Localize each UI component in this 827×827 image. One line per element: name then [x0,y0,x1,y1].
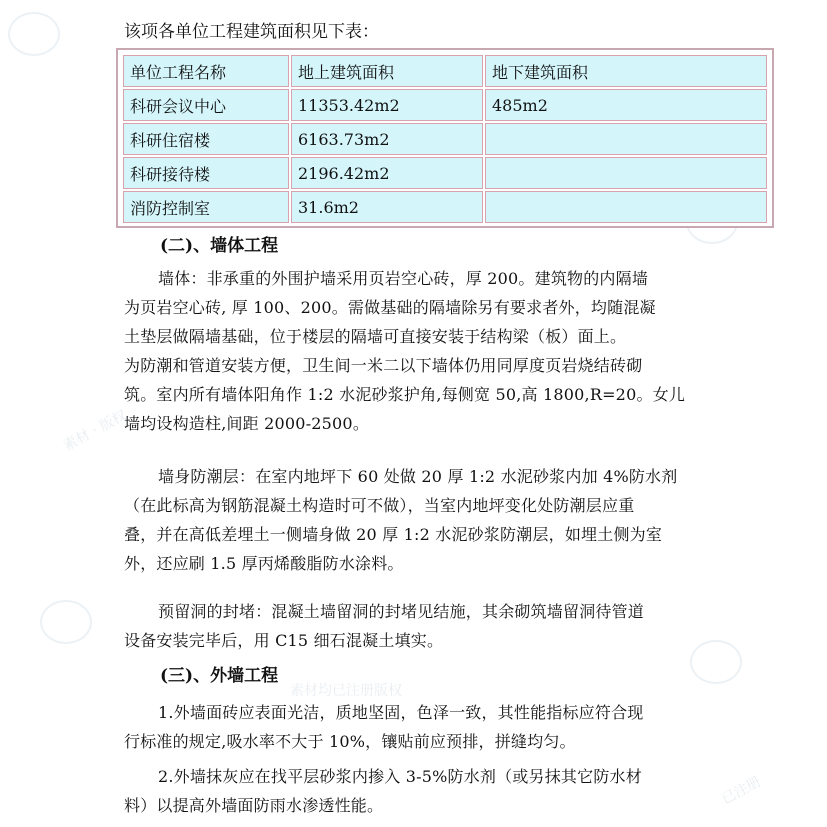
section-heading-exterior-wall: (三)、外墙工程 [160,666,279,686]
table-cell: 消防控制室 [123,191,289,223]
wall-paragraph-2 [124,462,784,578]
wall-paragraph-3 [124,597,784,655]
paragraph-line: 墙体：非承重的外围护墙采用页岩空心砖，厚 200。建筑物的内隔墙 [158,269,649,288]
paragraph-line: 筑。室内所有墙体阳角作 1:2 水泥砂浆护角,每侧宽 50,高 1800,R=20。女儿 [124,385,686,404]
table-row [123,123,767,155]
table-cell [485,157,767,189]
table-row [123,89,767,121]
table-cell: 科研会议中心 [123,89,289,121]
watermark-text: 素材均已注册版权 [290,683,402,699]
wall-paragraph-1 [124,264,784,438]
table-cell: 11353.42m2 [291,89,483,121]
paragraph-line: 墙均设构造柱,间距 2000-2500。 [124,414,370,433]
table-row [123,191,767,223]
paragraph-line: 1.外墙面砖应表面光洁，质地坚固，色泽一致，其性能指标应符合现 [158,703,644,722]
table-cell: 485m2 [485,89,767,121]
paragraph-line: 为页岩空心砖, 厚 100、200。需做基础的隔墙除另有要求者外，均随混凝 [124,298,656,317]
table-cell: 6163.73m2 [291,123,483,155]
area-table-grid [121,53,769,225]
paragraph-line: 叠，并在高低差埋土一侧墙身做 20 厚 1:2 水泥砂浆防潮层，如埋土侧为室 [124,525,663,544]
paragraph-line: （在此标高为钢筋混凝土构造时可不做），当室内地坪变化处防潮层应重 [124,496,635,515]
table-header-row [123,55,767,87]
section-heading-wall: (二)、墙体工程 [160,236,279,256]
table-row [123,157,767,189]
table-cell [485,123,767,155]
paragraph-line: 外，还应刷 1.5 厚丙烯酸脂防水涂料。 [124,554,404,573]
paragraph-line: 为防潮和管道安装方便，卫生间一米二以下墙体仍用同厚度页岩烧结砖砌 [124,356,643,375]
paragraph-line: 墙身防潮层：在室内地坪下 60 处做 20 厚 1:2 水泥砂浆内加 4%防水剂 [158,467,678,486]
table-header-cell: 单位工程名称 [123,55,289,87]
table-cell: 科研住宿楼 [123,123,289,155]
paragraph-line: 设备安装完毕后，用 C15 细石混凝土填实。 [124,631,444,650]
watermark-text: 已注册 [719,773,764,808]
exterior-paragraph-1 [124,698,784,756]
area-table [116,48,774,228]
watermark-text: 素材 · 版权 [60,407,130,455]
watermark-elephant-icon [8,12,60,56]
table-header-cell: 地下建筑面积 [485,55,767,87]
paragraph-line: 行标准的规定,吸水率不大于 10%，镶贴前应预排，拼缝均匀。 [124,732,576,751]
table-cell [485,191,767,223]
table-cell: 31.6m2 [291,191,483,223]
table-cell: 科研接待楼 [123,157,289,189]
watermark-elephant-icon [40,600,92,644]
paragraph-line: 预留洞的封堵：混凝土墙留洞的封堵见结施，其余砌筑墙留洞待管道 [158,602,645,621]
paragraph-line: 土垫层做隔墙基础，位于楼层的隔墙可直接安装于结构梁（板）面上。 [124,327,627,346]
paragraph-line: 2.外墙抹灰应在找平层砂浆内掺入 3-5%防水剂（或另抹其它防水材 [158,767,642,786]
table-cell: 2196.42m2 [291,157,483,189]
paragraph-line: 料）以提高外墙面防雨水渗透性能。 [124,796,384,815]
table-header-cell: 地上建筑面积 [291,55,483,87]
exterior-paragraph-2 [124,762,784,820]
intro-text: 该项各单位工程建筑面积见下表： [124,22,379,42]
